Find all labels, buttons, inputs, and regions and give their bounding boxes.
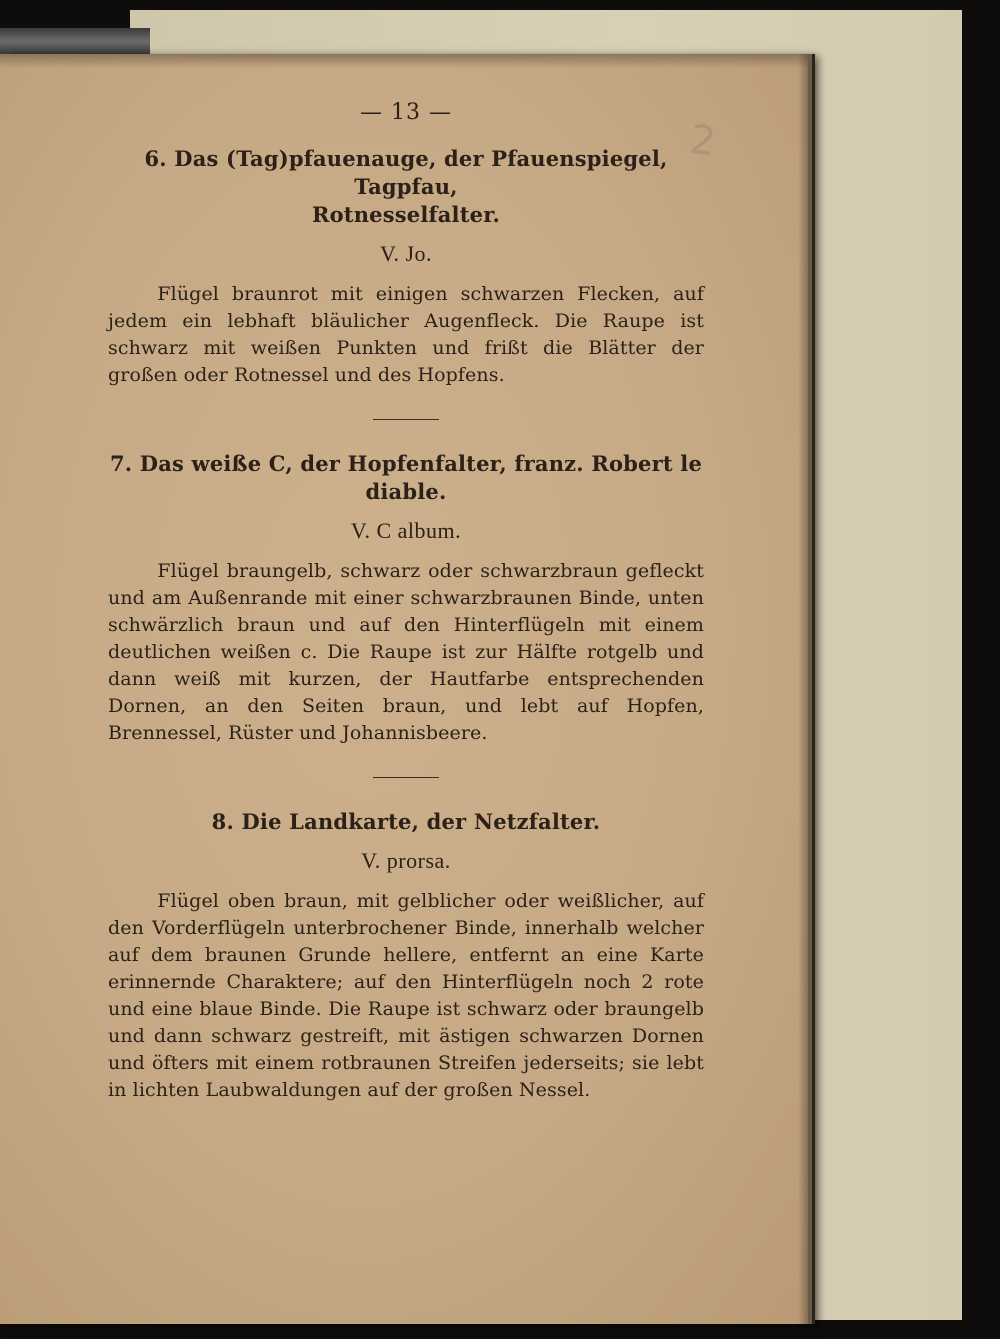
latin-name: V. prorsa. xyxy=(361,848,451,873)
entry-7 xyxy=(108,450,704,747)
entry-description: Flügel oben braun, mit gelblicher oder weißlicher, auf den Vorderflügeln unterbrochener Binde, innerhalb welcher auf dem braunen Grunde hellere, entfernt an eine Karte erinnernde Charaktere; auf den Hinterflügeln noch 2 rote und eine blaue Binde. Die Raupe ist schwarz oder braungelb und dann schwarz gestreift, mit ästigen schwarzen Dornen und öfters mit einem rotbraunen Streifen jederseits; sie lebt in lichten Laubwaldungen auf der großen Nessel. xyxy=(108,890,704,1101)
entry-title: 7. Das weiße C, der Hopfenfalter, franz. Robert le diable. xyxy=(109,451,703,504)
entry-title-continued: Rotnesselfalter. xyxy=(311,202,501,227)
entry-description: Flügel braungelb, schwarz oder schwarzbraun gefleckt und am Außenrande mit einer schwarzbraunen Binde, unten schwärzlich braun und auf den Hinterflügeln mit einem deutlichen weißen c. Die Raupe ist zur Hälfte rotgelb und dann weiß mit kurzen, der Hautfarbe entsprechenden Dornen, an den Seiten braun, und lebt auf Hopfen, Brennessel, Rüster und Johannisbeere. xyxy=(108,560,704,744)
latin-name: V. Jo. xyxy=(379,241,433,266)
entry-title: 6. Das (Tag)pfauenauge, der Pfauenspiegel, Tagpfau, xyxy=(144,146,668,199)
pencil-annotation: 2 xyxy=(686,116,719,166)
entry-8 xyxy=(108,808,704,1104)
latin-name: V. C album. xyxy=(350,518,462,543)
section-divider xyxy=(373,777,439,778)
page-right-edge xyxy=(798,54,808,1324)
page-content xyxy=(108,100,704,1104)
entry-6 xyxy=(108,145,704,389)
entry-description: Flügel braunrot mit einigen schwarzen Flecken, auf jedem ein lebhaft bläulicher Augenfleck. Die Raupe ist schwarz mit weißen Punkten und frißt die Blätter der großen oder Rotnessel und des Hopfens. xyxy=(108,283,704,386)
page-top-edge xyxy=(0,54,808,68)
entry-title: 8. Die Landkarte, der Netzfalter. xyxy=(211,809,601,834)
page-number: — 13 — xyxy=(360,100,452,125)
section-divider xyxy=(373,419,439,420)
